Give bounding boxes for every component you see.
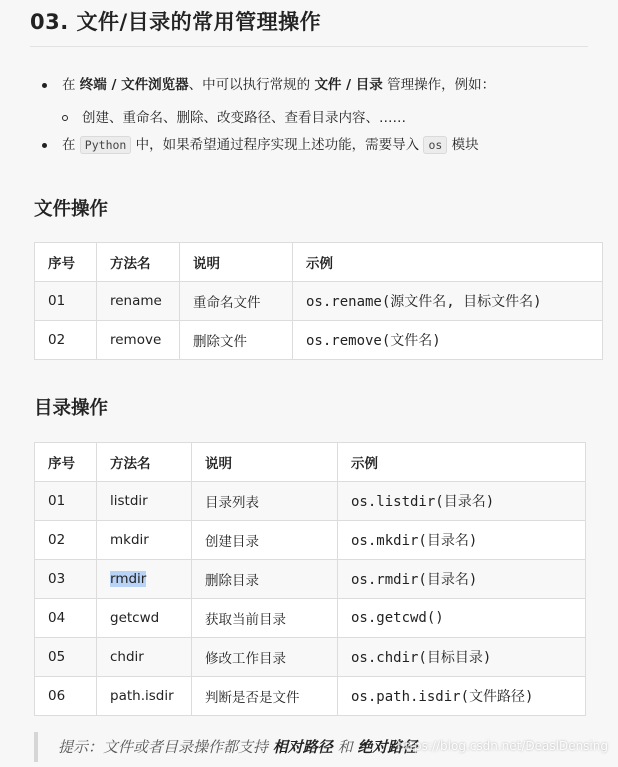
header-cell: 序号 — [35, 243, 97, 282]
table-row: 02 mkdir 创建目录 os.mkdir(目录名) — [35, 521, 586, 560]
table-row: 03 rmdir 删除目录 os.rmdir(目录名) — [35, 560, 586, 599]
dir-ops-table — [34, 442, 586, 716]
table-row: 01 listdir 目录列表 os.listdir(目录名) — [35, 482, 586, 521]
dir-ops-heading: 目录操作 — [34, 398, 109, 419]
table-row: 02 remove 删除文件 os.remove(文件名) — [35, 321, 603, 360]
table-header-row — [35, 443, 586, 482]
list-item: 在 终端 / 文件浏览器、中可以执行常规的 文件 / 目录 管理操作，例如： — [40, 72, 610, 99]
header-cell: 说明 — [192, 443, 338, 482]
header-cell: 方法名 — [97, 443, 192, 482]
tip-blockquote: 提示：文件或者目录操作都支持 相对路径 和 绝对路径 — [34, 732, 618, 762]
table-header-row — [35, 243, 603, 282]
header-cell: 序号 — [35, 443, 97, 482]
sub-list-item: 创建、重命名、删除、改变路径、查看目录内容、…… — [40, 105, 610, 132]
table-row: 05 chdir 修改工作目录 os.chdir(目标目录) — [35, 638, 586, 677]
header-cell: 示例 — [338, 443, 586, 482]
table-row: 06 path.isdir 判断是否是文件 os.path.isdir(文件路径) — [35, 677, 586, 716]
inline-code-python: Python — [80, 136, 132, 154]
header-cell: 说明 — [180, 243, 293, 282]
header-cell: 方法名 — [97, 243, 180, 282]
page-title: 03. 文件/目录的常用管理操作 — [30, 10, 322, 34]
title-divider — [30, 46, 588, 47]
table-row: 04 getcwd 获取当前目录 os.getcwd() — [35, 599, 586, 638]
table-row: 01 rename 重命名文件 os.rename(源文件名, 目标文件名) — [35, 282, 603, 321]
file-ops-table — [34, 242, 603, 360]
selected-text[interactable]: rmdir — [110, 571, 147, 587]
file-ops-heading: 文件操作 — [34, 199, 109, 220]
watermark: https://blog.csdn.net/DeaslDensing — [397, 739, 608, 753]
inline-code-os: os — [423, 136, 447, 154]
list-item: 在 Python 中，如果希望通过程序实现上述功能，需要导入 os 模块 — [40, 132, 610, 159]
header-cell: 示例 — [293, 243, 603, 282]
intro-list — [40, 72, 610, 159]
